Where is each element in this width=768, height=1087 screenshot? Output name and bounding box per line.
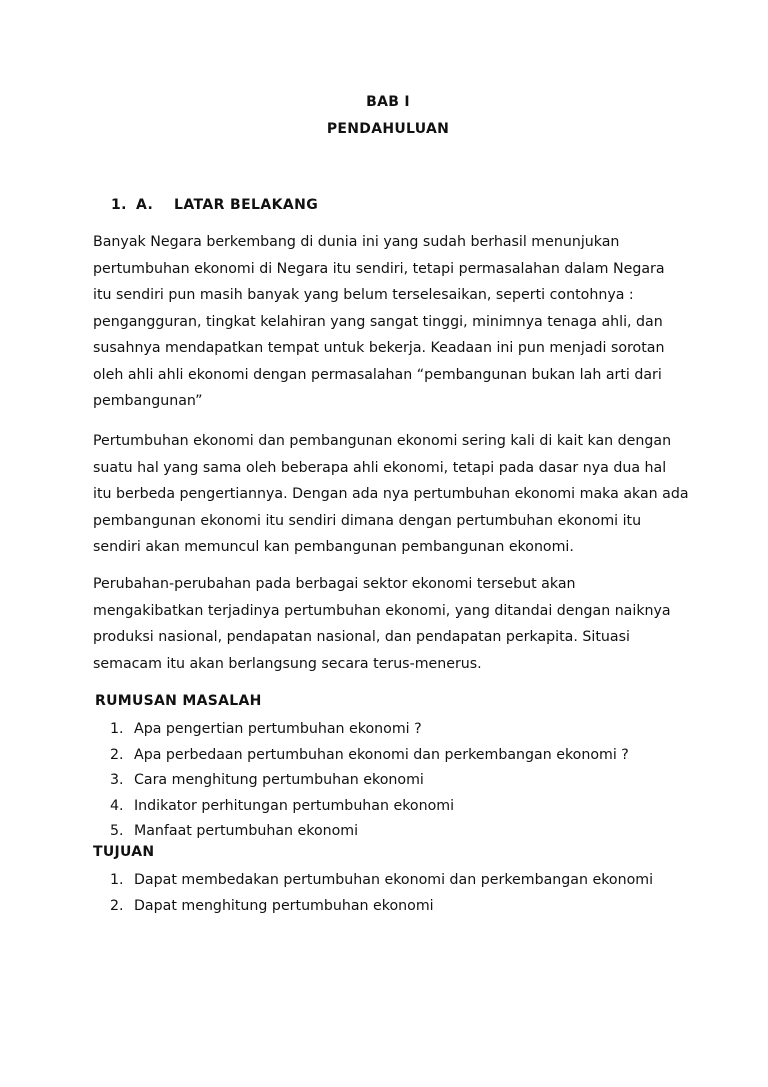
list-item-text: Dapat membedakan pertumbuhan ekonomi dan perkembangan ekonomi — [134, 872, 654, 888]
list-item-number: 2. — [110, 897, 124, 914]
rumusan-masalah-list — [110, 717, 629, 845]
list-item-text: Cara menghitung pertumbuhan ekonomi — [134, 772, 424, 788]
list-item-text: Dapat menghitung pertumbuhan ekonomi — [134, 897, 434, 914]
paragraph-line: oleh ahli ahli ekonomi dengan permasalahan “pembangunan bukan lah arti dari — [93, 366, 662, 383]
paragraph-1 — [93, 229, 693, 415]
paragraph-line: semacam itu akan berlangsung secara terus-menerus. — [93, 655, 482, 672]
paragraph-line: suatu hal yang sama oleh beberapa ahli ekonomi, tetapi pada dasar nya dua hal — [93, 459, 667, 476]
rumusan-masalah-title: RUMUSAN MASALAH — [95, 693, 262, 709]
paragraph-line: pertumbuhan ekonomi di Negara itu sendiri, tetapi permasalahan dalam Negara — [93, 260, 665, 277]
paragraph-line: produksi nasional, pendapatan nasional, dan pendapatan perkapita. Situasi — [93, 629, 630, 645]
chapter-heading: BAB I — [366, 94, 410, 110]
paragraph-line: susahnya mendapatkan tempat untuk bekerja. Keadaan ini pun menjadi sorotan — [93, 340, 665, 356]
list-item — [110, 868, 653, 894]
paragraph-line: Perubahan-perubahan pada berbagai sektor ekonomi tersebut akan — [93, 576, 576, 592]
paragraph-line: pengangguran, tingkat kelahiran yang sangat tinggi, minimnya tenaga ahli, dan — [93, 313, 663, 330]
list-item-number: 3. — [110, 772, 124, 788]
list-item — [110, 794, 629, 820]
list-item-number: 1. — [110, 721, 124, 737]
paragraph-line: itu berbeda pengertiannya. Dengan ada nya pertumbuhan ekonomi maka akan ada — [93, 486, 689, 502]
list-item-text: Apa perbedaan pertumbuhan ekonomi dan perkembangan ekonomi ? — [134, 746, 629, 763]
list-item — [110, 894, 653, 920]
section-letter: A. — [136, 197, 154, 213]
section-number: 1. — [111, 197, 127, 213]
paragraph-line: mengakibatkan terjadinya pertumbuhan ekonomi, yang ditandai dengan naiknya — [93, 602, 671, 619]
paragraph-line: pembangunan ekonomi itu sendiri dimana dengan pertumbuhan ekonomi itu — [93, 512, 642, 529]
tujuan-list — [110, 868, 653, 919]
list-item — [110, 768, 629, 794]
list-item-text: Indikator perhitungan pertumbuhan ekonomi — [134, 797, 455, 814]
list-item-number: 5. — [110, 823, 124, 839]
list-item-number: 1. — [110, 872, 124, 888]
list-item — [110, 819, 629, 845]
paragraph-line: Pertumbuhan ekonomi dan pembangunan ekonomi sering kali di kait kan dengan — [93, 433, 672, 449]
tujuan-title: TUJUAN — [93, 844, 155, 860]
section-title: LATAR BELAKANG — [174, 197, 319, 213]
paragraph-line: Banyak Negara berkembang di dunia ini yang sudah berhasil menunjukan — [93, 234, 620, 250]
list-item-text: Manfaat pertumbuhan ekonomi — [134, 823, 359, 839]
paragraph-line: sendiri akan memuncul kan pembangunan pembangunan ekonomi. — [93, 539, 574, 555]
list-item — [110, 743, 629, 769]
paragraph-line: pembangunan” — [93, 393, 203, 409]
paragraph-line: itu sendiri pun masih banyak yang belum terselesaikan, seperti contohnya : — [93, 287, 634, 303]
paragraph-2 — [93, 428, 693, 561]
chapter-title: PENDAHULUAN — [326, 121, 450, 137]
list-item-number: 4. — [110, 797, 124, 814]
list-item-number: 2. — [110, 746, 124, 763]
list-item — [110, 717, 629, 743]
list-item-text: Apa pengertian pertumbuhan ekonomi ? — [134, 721, 422, 737]
paragraph-3 — [93, 571, 693, 677]
